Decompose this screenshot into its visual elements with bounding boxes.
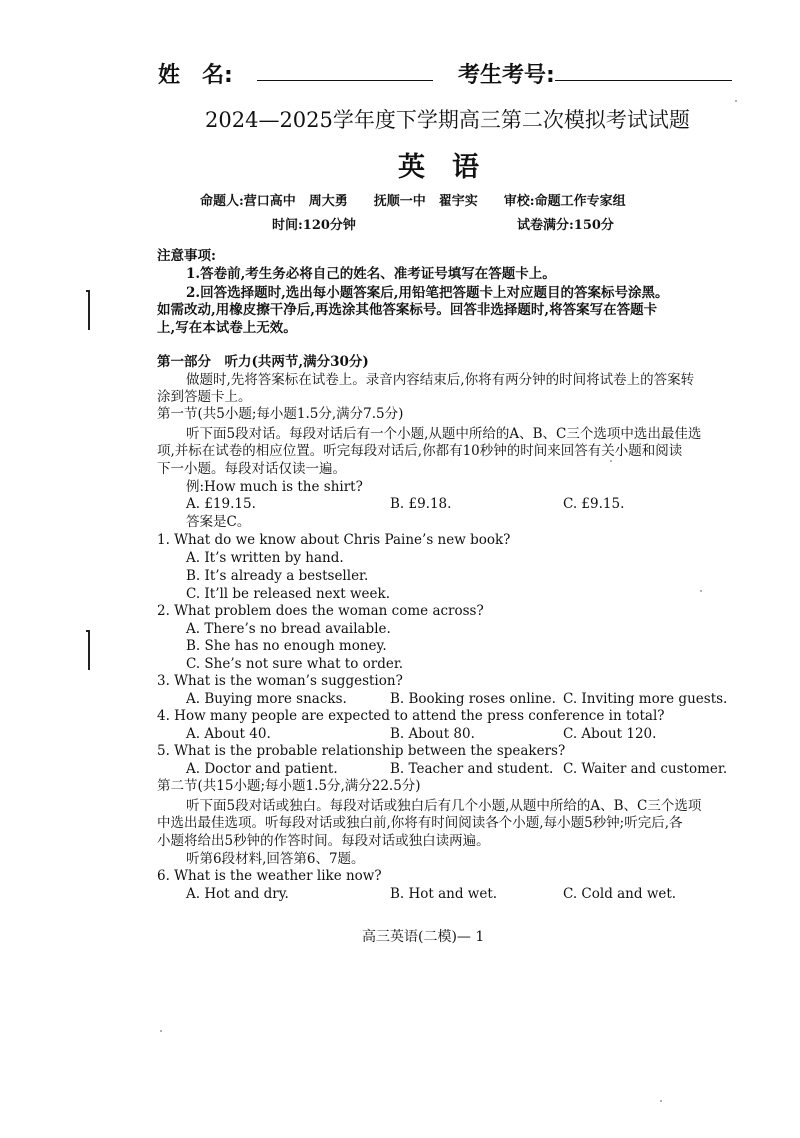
binding-mark bbox=[88, 290, 90, 330]
student-id-blank[interactable] bbox=[555, 60, 732, 81]
question-3-stem: 3. What is the woman’s suggestion? bbox=[157, 673, 403, 689]
question-5-stem: 5. What is the probable relationship between the speakers? bbox=[157, 743, 566, 759]
question-2-option-c: C. She’s not sure what to order. bbox=[186, 656, 404, 672]
section1-intro-cont2: 下一小题。每段对话仅读一遍。 bbox=[157, 461, 346, 477]
section2-title: 第二节(共15小题;每小题1.5分,满分22.5分) bbox=[157, 778, 421, 794]
notice-item-2: 2.回答选择题时,选出每小题答案后,用铅笔把答题卡上对应题目的答案标号涂黑。 bbox=[186, 285, 669, 301]
scan-speck bbox=[160, 1030, 162, 1032]
name-label: 姓 名: bbox=[158, 63, 233, 88]
scan-speck bbox=[610, 460, 612, 462]
exam-title: 2024—2025学年度下学期高三第二次模拟考试试题 bbox=[205, 108, 690, 132]
question-4-option-c: C. About 120. bbox=[563, 726, 657, 742]
question-4-option-b: B. About 80. bbox=[390, 726, 475, 742]
notice-item-2-cont: 如需改动,用橡皮擦干净后,再选涂其他答案标号。回答非选择题时,将答案写在答题卡 bbox=[157, 302, 658, 318]
question-4-stem: 4. How many people are expected to attend the press conference in total? bbox=[157, 708, 665, 724]
question-1-option-c: C. It’ll be released next week. bbox=[186, 586, 390, 602]
example-option-c: C. £9.15. bbox=[563, 496, 625, 512]
question-1-option-b: B. It’s already a bestseller. bbox=[186, 568, 369, 584]
question-6-stem: 6. What is the weather like now? bbox=[157, 868, 382, 884]
question-2-option-b: B. She has no enough money. bbox=[186, 638, 387, 654]
example-option-b: B. £9.18. bbox=[390, 496, 452, 512]
scan-speck bbox=[700, 590, 702, 592]
question-4-option-a: A. About 40. bbox=[186, 726, 271, 742]
section1-title: 第一节(共5小题;每小题1.5分,满分7.5分) bbox=[157, 406, 404, 422]
binding-mark bbox=[86, 290, 90, 292]
question-6-option-c: C. Cold and wet. bbox=[563, 886, 677, 902]
page-footer: 高三英语(二模)— 1 bbox=[362, 929, 485, 945]
section1-intro: 听下面5段对话。每段对话后有一个小题,从题中所给的A、B、C三个选项中选出最佳选 bbox=[186, 426, 702, 442]
question-1-stem: 1. What do we know about Chris Paine’s new book? bbox=[157, 532, 511, 548]
section1-intro-cont: 项,并标在试卷的相应位置。听完每段对话后,你都有10秒钟的时间来回答有关小题和阅读 bbox=[157, 443, 683, 459]
notice-item-2-cont2: 上,写在本试卷上无效。 bbox=[157, 320, 297, 336]
exam-time: 时间:120分钟 bbox=[272, 218, 356, 233]
part1-title: 第一部分 听力(共两节,满分30分) bbox=[157, 354, 369, 370]
example-stem: 例:How much is the shirt? bbox=[186, 479, 363, 495]
scan-speck bbox=[660, 1100, 662, 1102]
question-1-option-a: A. It’s written by hand. bbox=[186, 550, 344, 566]
question-5-option-a: A. Doctor and patient. bbox=[186, 761, 338, 777]
part1-intro-cont: 涂到答题卡上。 bbox=[157, 389, 252, 405]
question-3-option-c: C. Inviting more guests. bbox=[563, 691, 728, 707]
material-6-instruction: 听第6段材料,回答第6、7题。 bbox=[186, 851, 365, 867]
question-5-option-c: C. Waiter and customer. bbox=[563, 761, 728, 777]
question-3-option-a: A. Buying more snacks. bbox=[186, 691, 347, 707]
student-id-label: 考生考号: bbox=[458, 63, 555, 88]
example-answer: 答案是C。 bbox=[186, 514, 251, 530]
example-option-a: A. £19.15. bbox=[186, 496, 256, 512]
question-2-option-a: A. There’s no bread available. bbox=[186, 621, 391, 637]
section2-intro-cont2: 小题将给出5秒钟的作答时间。每段对话或独白读两遍。 bbox=[157, 833, 490, 849]
part1-intro: 做题时,先将答案标在试卷上。录音内容结束后,你将有两分钟的时间将试卷上的答案转 bbox=[186, 372, 695, 388]
question-5-option-b: B. Teacher and student. bbox=[390, 761, 554, 777]
subject-title: 英 语 bbox=[398, 152, 479, 183]
binding-mark bbox=[88, 630, 90, 670]
name-blank[interactable] bbox=[257, 60, 433, 81]
question-3-option-b: B. Booking roses online. bbox=[390, 691, 556, 707]
notice-item-1: 1.答卷前,考生务必将自己的姓名、准考证号填写在答题卡上。 bbox=[186, 266, 556, 282]
full-score: 试卷满分:150分 bbox=[517, 218, 614, 233]
notice-title: 注意事项: bbox=[157, 248, 216, 264]
binding-mark bbox=[86, 630, 90, 632]
section2-intro: 听下面5段对话或独白。每段对话或独白后有几个小题,从题中所给的A、B、C三个选项 bbox=[186, 798, 702, 814]
question-2-stem: 2. What problem does the woman come across? bbox=[157, 603, 484, 619]
question-6-option-b: B. Hot and wet. bbox=[390, 886, 498, 902]
question-6-option-a: A. Hot and dry. bbox=[186, 886, 289, 902]
section2-intro-cont: 中选出最佳选项。听每段对话或独白前,你将有时间阅读各个小题,每小题5秒钟;听完后,各 bbox=[157, 815, 683, 831]
authors-line: 命题人:营口高中 周大勇 抚顺一中 翟宇实 审校:命题工作专家组 bbox=[200, 194, 626, 209]
scan-speck bbox=[735, 100, 737, 102]
